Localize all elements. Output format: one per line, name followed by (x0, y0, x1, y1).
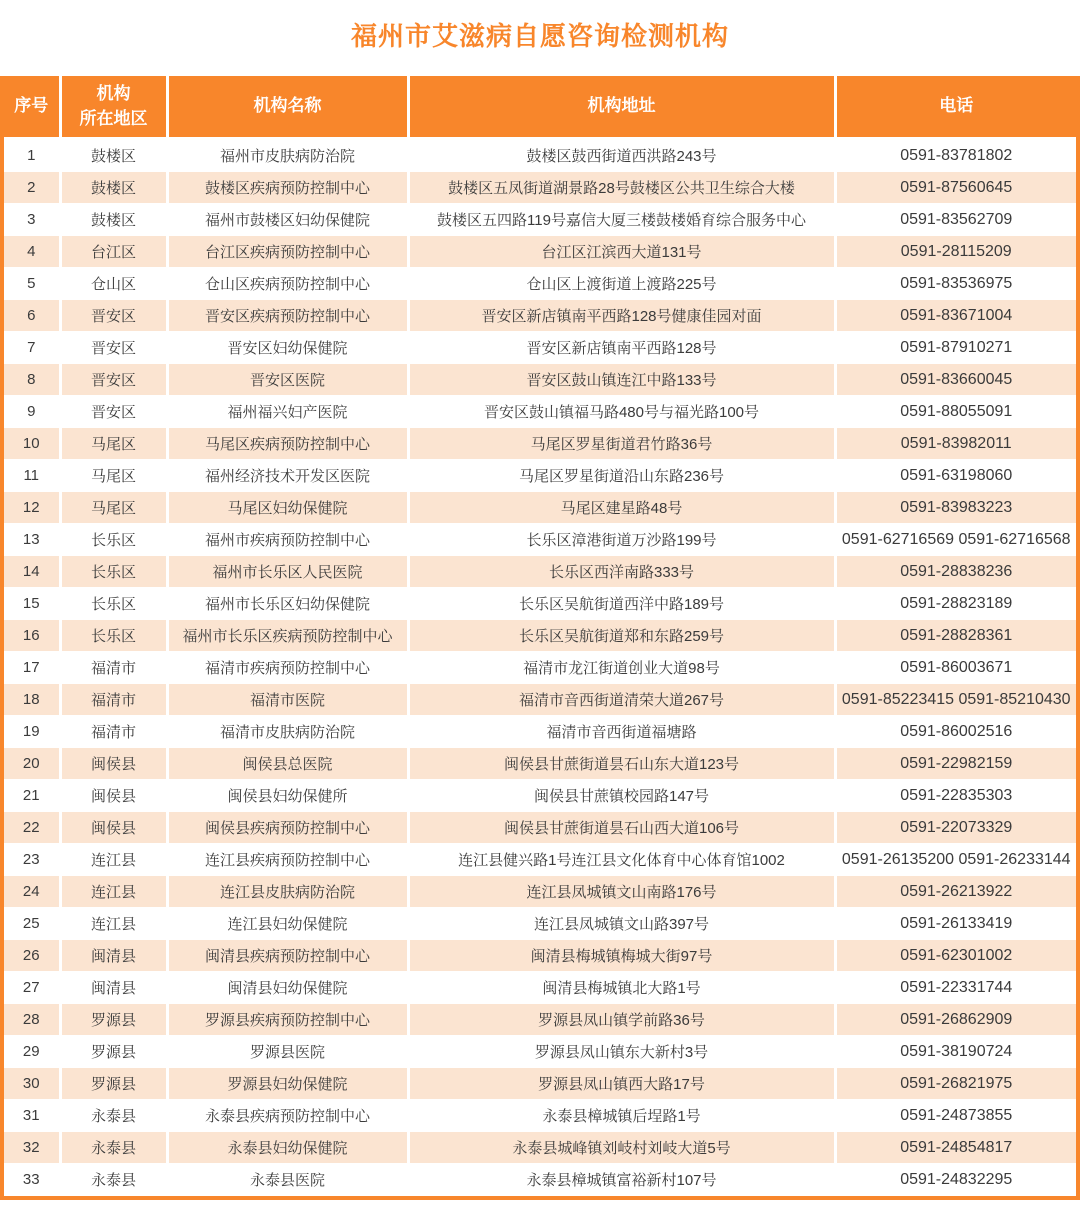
col-header-district-line1: 机构 (96, 83, 131, 103)
row-district: 闽侯县 (60, 780, 167, 812)
row-institution-name: 闽清县妇幼保健院 (167, 972, 408, 1004)
row-district: 永泰县 (60, 1132, 167, 1164)
row-no: 3 (4, 204, 60, 236)
row-institution-name: 福州市长乐区疾病预防控制中心 (167, 620, 408, 652)
row-district: 长乐区 (60, 556, 167, 588)
row-district: 台江区 (60, 236, 167, 268)
row-address: 马尾区罗星街道君竹路36号 (408, 428, 835, 460)
row-institution-name: 鼓楼区疾病预防控制中心 (167, 172, 408, 204)
row-address: 晋安区鼓山镇福马路480号与福光路100号 (408, 396, 835, 428)
row-no: 4 (4, 236, 60, 268)
row-district: 仓山区 (60, 268, 167, 300)
row-phone: 0591-28115209 (835, 236, 1076, 268)
table-row (4, 300, 1076, 332)
row-phone: 0591-28838236 (835, 556, 1076, 588)
row-address: 长乐区漳港街道万沙路199号 (408, 524, 835, 556)
row-phone: 0591-28828361 (835, 620, 1076, 652)
table-row (4, 236, 1076, 268)
row-institution-name: 福州经济技术开发区医院 (167, 460, 408, 492)
table-row (4, 524, 1076, 556)
row-no: 10 (4, 428, 60, 460)
row-phone: 0591-22982159 (835, 748, 1076, 780)
row-address: 长乐区西洋南路333号 (408, 556, 835, 588)
row-institution-name: 连江县妇幼保健院 (167, 908, 408, 940)
row-phone: 0591-26135200 0591-26233144 (835, 844, 1076, 876)
table-row (4, 620, 1076, 652)
table-row (4, 364, 1076, 396)
row-no: 23 (4, 844, 60, 876)
row-district: 晋安区 (60, 332, 167, 364)
row-district: 鼓楼区 (60, 139, 167, 172)
row-phone: 0591-86003671 (835, 652, 1076, 684)
table-row (4, 332, 1076, 364)
row-institution-name: 马尾区疾病预防控制中心 (167, 428, 408, 460)
row-address: 鼓楼区五四路119号嘉信大厦三楼鼓楼婚育综合服务中心 (408, 204, 835, 236)
row-institution-name: 连江县疾病预防控制中心 (167, 844, 408, 876)
row-phone: 0591-83983223 (835, 492, 1076, 524)
table-row (4, 492, 1076, 524)
row-no: 27 (4, 972, 60, 1004)
row-no: 9 (4, 396, 60, 428)
row-no: 20 (4, 748, 60, 780)
row-institution-name: 连江县皮肤病防治院 (167, 876, 408, 908)
col-header-no: 序号 (4, 76, 60, 139)
table-row (4, 460, 1076, 492)
row-phone: 0591-26213922 (835, 876, 1076, 908)
row-address: 台江区江滨西大道131号 (408, 236, 835, 268)
row-phone: 0591-24873855 (835, 1100, 1076, 1132)
row-address: 鼓楼区五凤街道湖景路28号鼓楼区公共卫生综合大楼 (408, 172, 835, 204)
row-no: 12 (4, 492, 60, 524)
row-address: 闽侯县甘蔗镇校园路147号 (408, 780, 835, 812)
row-phone: 0591-87560645 (835, 172, 1076, 204)
row-phone: 0591-86002516 (835, 716, 1076, 748)
row-district: 福清市 (60, 684, 167, 716)
row-district: 闽侯县 (60, 748, 167, 780)
table-row (4, 396, 1076, 428)
row-district: 马尾区 (60, 428, 167, 460)
row-address: 鼓楼区鼓西街道西洪路243号 (408, 139, 835, 172)
row-institution-name: 福清市皮肤病防治院 (167, 716, 408, 748)
row-no: 14 (4, 556, 60, 588)
row-phone: 0591-22835303 (835, 780, 1076, 812)
row-phone: 0591-83781802 (835, 139, 1076, 172)
row-phone: 0591-22073329 (835, 812, 1076, 844)
table-row (4, 204, 1076, 236)
row-district: 晋安区 (60, 364, 167, 396)
row-district: 福清市 (60, 652, 167, 684)
row-address: 永泰县城峰镇刘岐村刘岐大道5号 (408, 1132, 835, 1164)
row-institution-name: 福州福兴妇产医院 (167, 396, 408, 428)
row-institution-name: 晋安区医院 (167, 364, 408, 396)
row-address: 福清市音西街道清荣大道267号 (408, 684, 835, 716)
row-district: 闽侯县 (60, 812, 167, 844)
table-row (4, 268, 1076, 300)
row-phone: 0591-87910271 (835, 332, 1076, 364)
row-no: 21 (4, 780, 60, 812)
row-district: 闽清县 (60, 940, 167, 972)
row-address: 闽清县梅城镇梅城大街97号 (408, 940, 835, 972)
row-phone: 0591-22331744 (835, 972, 1076, 1004)
table-row (4, 1036, 1076, 1068)
row-institution-name: 罗源县妇幼保健院 (167, 1068, 408, 1100)
row-institution-name: 晋安区妇幼保健院 (167, 332, 408, 364)
row-district: 长乐区 (60, 620, 167, 652)
row-institution-name: 福州市鼓楼区妇幼保健院 (167, 204, 408, 236)
table-row (4, 780, 1076, 812)
row-address: 罗源县凤山镇学前路36号 (408, 1004, 835, 1036)
row-district: 闽清县 (60, 972, 167, 1004)
table-row (4, 1132, 1076, 1164)
row-no: 29 (4, 1036, 60, 1068)
row-address: 罗源县凤山镇东大新村3号 (408, 1036, 835, 1068)
row-address: 闽清县梅城镇北大路1号 (408, 972, 835, 1004)
row-no: 6 (4, 300, 60, 332)
col-header-phone: 电话 (835, 76, 1076, 139)
row-no: 19 (4, 716, 60, 748)
table-row (4, 940, 1076, 972)
row-phone: 0591-26821975 (835, 1068, 1076, 1100)
row-address: 永泰县樟城镇后埕路1号 (408, 1100, 835, 1132)
col-header-district (60, 76, 167, 139)
row-institution-name: 福州市长乐区人民医院 (167, 556, 408, 588)
row-no: 13 (4, 524, 60, 556)
row-phone: 0591-62716569 0591-62716568 (835, 524, 1076, 556)
row-phone: 0591-26133419 (835, 908, 1076, 940)
row-district: 晋安区 (60, 300, 167, 332)
row-district: 连江县 (60, 908, 167, 940)
row-no: 5 (4, 268, 60, 300)
row-district: 罗源县 (60, 1068, 167, 1100)
row-phone: 0591-85223415 0591-85210430 (835, 684, 1076, 716)
row-address: 晋安区新店镇南平西路128号 (408, 332, 835, 364)
table-row (4, 1004, 1076, 1036)
row-institution-name: 永泰县疾病预防控制中心 (167, 1100, 408, 1132)
row-phone: 0591-88055091 (835, 396, 1076, 428)
table-row (4, 1100, 1076, 1132)
col-header-address: 机构地址 (408, 76, 835, 139)
row-institution-name: 晋安区疾病预防控制中心 (167, 300, 408, 332)
table-row (4, 588, 1076, 620)
row-institution-name: 福州市疾病预防控制中心 (167, 524, 408, 556)
row-no: 28 (4, 1004, 60, 1036)
row-institution-name: 福清市疾病预防控制中心 (167, 652, 408, 684)
row-phone: 0591-63198060 (835, 460, 1076, 492)
row-no: 16 (4, 620, 60, 652)
table-row (4, 972, 1076, 1004)
vct-table (4, 76, 1076, 1196)
row-phone: 0591-83536975 (835, 268, 1076, 300)
row-institution-name: 福州市长乐区妇幼保健院 (167, 588, 408, 620)
row-no: 33 (4, 1164, 60, 1196)
row-no: 24 (4, 876, 60, 908)
row-institution-name: 闽侯县妇幼保健所 (167, 780, 408, 812)
row-phone: 0591-24832295 (835, 1164, 1076, 1196)
row-phone: 0591-83982011 (835, 428, 1076, 460)
row-address: 长乐区吴航街道西洋中路189号 (408, 588, 835, 620)
row-phone: 0591-28823189 (835, 588, 1076, 620)
row-district: 罗源县 (60, 1036, 167, 1068)
row-address: 晋安区鼓山镇连江中路133号 (408, 364, 835, 396)
row-address: 连江县健兴路1号连江县文化体育中心体育馆1002 (408, 844, 835, 876)
row-address: 连江县凤城镇文山路397号 (408, 908, 835, 940)
table-row (4, 748, 1076, 780)
row-phone: 0591-83671004 (835, 300, 1076, 332)
table-row (4, 908, 1076, 940)
row-no: 32 (4, 1132, 60, 1164)
row-phone: 0591-26862909 (835, 1004, 1076, 1036)
table-row (4, 844, 1076, 876)
row-institution-name: 闽清县疾病预防控制中心 (167, 940, 408, 972)
row-address: 仓山区上渡街道上渡路225号 (408, 268, 835, 300)
row-no: 25 (4, 908, 60, 940)
row-no: 8 (4, 364, 60, 396)
table-row (4, 139, 1076, 172)
row-no: 18 (4, 684, 60, 716)
row-address: 马尾区罗星街道沿山东路236号 (408, 460, 835, 492)
row-district: 永泰县 (60, 1164, 167, 1196)
row-phone: 0591-83660045 (835, 364, 1076, 396)
row-phone: 0591-38190724 (835, 1036, 1076, 1068)
table-row (4, 428, 1076, 460)
row-address: 罗源县凤山镇西大路17号 (408, 1068, 835, 1100)
row-address: 晋安区新店镇南平西路128号健康佳园对面 (408, 300, 835, 332)
row-no: 26 (4, 940, 60, 972)
row-phone: 0591-83562709 (835, 204, 1076, 236)
row-institution-name: 罗源县疾病预防控制中心 (167, 1004, 408, 1036)
row-phone: 0591-62301002 (835, 940, 1076, 972)
row-phone: 0591-24854817 (835, 1132, 1076, 1164)
row-district: 晋安区 (60, 396, 167, 428)
table-row (4, 684, 1076, 716)
row-district: 永泰县 (60, 1100, 167, 1132)
row-district: 马尾区 (60, 492, 167, 524)
table-row (4, 812, 1076, 844)
vct-table-container (0, 76, 1080, 1200)
table-header-row (4, 76, 1076, 139)
row-institution-name: 马尾区妇幼保健院 (167, 492, 408, 524)
col-header-district-line2: 所在地区 (79, 108, 148, 128)
table-body (4, 139, 1076, 1196)
row-institution-name: 闽侯县总医院 (167, 748, 408, 780)
row-address: 连江县凤城镇文山南路176号 (408, 876, 835, 908)
row-institution-name: 闽侯县疾病预防控制中心 (167, 812, 408, 844)
row-address: 福清市龙江街道创业大道98号 (408, 652, 835, 684)
table-row (4, 876, 1076, 908)
row-institution-name: 台江区疾病预防控制中心 (167, 236, 408, 268)
row-no: 17 (4, 652, 60, 684)
row-institution-name: 永泰县妇幼保健院 (167, 1132, 408, 1164)
table-header (4, 76, 1076, 139)
row-district: 鼓楼区 (60, 204, 167, 236)
row-no: 22 (4, 812, 60, 844)
row-district: 长乐区 (60, 524, 167, 556)
row-address: 福清市音西街道福塘路 (408, 716, 835, 748)
page-title: 福州市艾滋病自愿咨询检测机构 (350, 21, 729, 51)
row-district: 福清市 (60, 716, 167, 748)
row-institution-name: 福清市医院 (167, 684, 408, 716)
table-row (4, 716, 1076, 748)
row-no: 15 (4, 588, 60, 620)
table-row (4, 556, 1076, 588)
row-district: 马尾区 (60, 460, 167, 492)
row-address: 永泰县樟城镇富裕新村107号 (408, 1164, 835, 1196)
row-institution-name: 福州市皮肤病防治院 (167, 139, 408, 172)
row-address: 闽侯县甘蔗街道昙石山西大道106号 (408, 812, 835, 844)
row-address: 长乐区吴航街道郑和东路259号 (408, 620, 835, 652)
row-institution-name: 仓山区疾病预防控制中心 (167, 268, 408, 300)
row-no: 31 (4, 1100, 60, 1132)
row-institution-name: 永泰县医院 (167, 1164, 408, 1196)
row-district: 连江县 (60, 844, 167, 876)
row-district: 罗源县 (60, 1004, 167, 1036)
col-header-name: 机构名称 (167, 76, 408, 139)
row-district: 连江县 (60, 876, 167, 908)
table-row (4, 1068, 1076, 1100)
row-address: 马尾区建星路48号 (408, 492, 835, 524)
row-no: 1 (4, 139, 60, 172)
row-no: 11 (4, 460, 60, 492)
row-district: 鼓楼区 (60, 172, 167, 204)
row-no: 2 (4, 172, 60, 204)
row-no: 30 (4, 1068, 60, 1100)
row-district: 长乐区 (60, 588, 167, 620)
row-no: 7 (4, 332, 60, 364)
table-row (4, 172, 1076, 204)
table-row (4, 1164, 1076, 1196)
table-row (4, 652, 1076, 684)
row-institution-name: 罗源县医院 (167, 1036, 408, 1068)
row-address: 闽侯县甘蔗街道昙石山东大道123号 (408, 748, 835, 780)
